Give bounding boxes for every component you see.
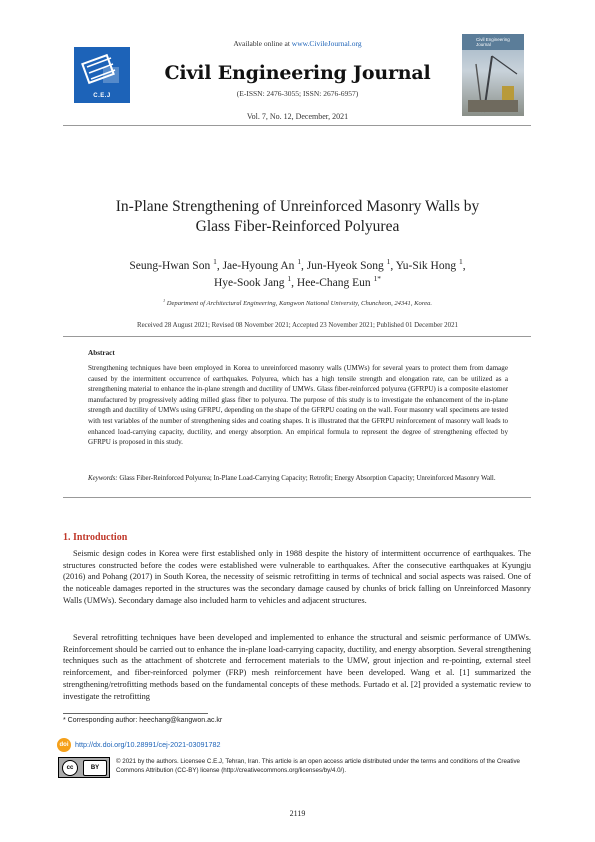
- keywords-label: Keywords:: [88, 475, 118, 482]
- footnote-rule: [63, 713, 208, 714]
- author-affil-mark: 1: [287, 274, 292, 284]
- issn-line: (E-ISSN: 2476-3055; ISSN: 2676-6957): [236, 89, 359, 98]
- volume-line: Vol. 7, No. 12, December, 2021: [246, 112, 349, 121]
- logo-text: C.E.J: [93, 93, 111, 99]
- abstract-bottom-divider: [63, 497, 531, 498]
- journal-website-link[interactable]: www.CivileJournal.org: [291, 39, 362, 48]
- abstract-heading: Abstract: [88, 349, 115, 357]
- author-separator: ,: [291, 277, 297, 289]
- doi-link[interactable]: http://dx.doi.org/10.28991/cej-2021-03091782: [75, 740, 221, 749]
- affiliation-text: Department of Architectural Engineering, Kangwon National University, Chuncheon, 24341, Korea.: [165, 300, 433, 307]
- journal-cover-image: [462, 34, 524, 116]
- journal-title: Civil Engineering Journal: [164, 62, 431, 84]
- logo-emblem-icon: [81, 53, 123, 89]
- publication-dates: Received 28 August 2021; Revised 08 November 2021; Accepted 23 November 2021; Published 01 December 2021: [137, 322, 458, 329]
- license-text: © 2021 by the authors. Licensee C.E.J, Tehran, Iran. This article is an open access article distributed under the terms and conditions of the Creative Commons Attribution (CC-BY) license (http://creativecommons.org/licenses/by/4.0/).: [116, 758, 520, 774]
- cc-icon: cc: [62, 760, 78, 776]
- author-affil-mark: 1: [213, 257, 217, 267]
- corresponding-author: * Corresponding author: heechang@kangwon.ac.kr: [63, 717, 223, 724]
- keywords: [88, 474, 508, 484]
- author-affil-mark: 1*: [373, 274, 382, 284]
- body-paragraph-2: Several retrofitting techniques have been developed and implemented to enhance the structural and seismic performance of UMWs. Reinforcement should be carried out to enhance the in-plane load-carrying capacity, ductility, and energy absorption. Several strengthening techniques such as the attachment of shotcrete and ferrocement materials to the UMW, grout injection and re-pointing, external steel reinforcement, and fiber-reinforced polymer (FRP) mesh reinforcement have been developed. Wang et al. [1] summarized the strengthening/retrofitting methods based on the fundamental concepts of these methods. Furtado et al. [2] provided a systematic review to investigate the retrofitting: [63, 633, 531, 701]
- author-separator: ,: [301, 260, 307, 272]
- author-name: Jun-Hyeok Song: [306, 260, 387, 272]
- author-separator: ,: [390, 260, 396, 272]
- author-name: Seung-Hwan Son: [129, 260, 214, 272]
- title-line-1: In-Plane Strengthening of Unreinforced Masonry Walls by: [115, 198, 480, 215]
- article-title: [80, 197, 515, 237]
- abstract-top-divider: [63, 336, 531, 337]
- abstract-text: Strengthening techniques have been employed in Korea to unreinforced masonry walls (UMWs) for several years to protect them from damage caused by the intermittent occurrence of earthquakes. Polyurea, which has a high tensile strength and elongation rate, can be utilized as a strengthening material to enhance the in-plane strength and ductility of UMWs. Glass fiber-reinforced polyurea (GFRPU) is a composite elastomer manufactured by progressively adding milled glass fiber to polyurea. The purpose of this study is to investigate the enhancement of the in-plane strength and ductility of UMWs using GFRPU, depending on the shape of the GFRPU coating on the wall. Four masonry wall specimens are tested with test variables of the number of strengthening sides and coating shapes. It is illustrated that the GFRPU reinforcement of masonry wall leads to enhanced load-carrying capacity, ductility, and energy absorption. An empirical formula to represent the degree of strengthening effected by GFRPU is proposed in this study.: [88, 364, 508, 447]
- page-number: 2119: [289, 809, 306, 818]
- authors-line-2: [80, 275, 515, 292]
- affiliation: [80, 297, 515, 307]
- author-affil-mark: 1: [386, 257, 391, 267]
- author-name: Hee-Chang Eun: [296, 277, 374, 289]
- by-icon: BY: [83, 760, 107, 776]
- author-affil-mark: 1: [297, 257, 302, 267]
- doi-icon: doi: [57, 738, 71, 752]
- affiliation-mark: 1: [162, 297, 166, 303]
- author-affil-mark: 1: [459, 257, 463, 267]
- author-name: Yu-Sik Hong: [395, 260, 459, 272]
- author-list: [80, 258, 515, 292]
- available-prefix: Available online at: [233, 39, 292, 48]
- title-line-2: Glass Fiber-Reinforced Polyurea: [195, 218, 400, 235]
- header-divider: [63, 125, 531, 126]
- keywords-list: Glass Fiber-Reinforced Polyurea; In-Plane Load-Carrying Capacity; Retrofit; Energy Absorption Capacity; Unreinforced Masonry Wall.: [117, 475, 496, 482]
- authors-line-1: [80, 258, 515, 275]
- crane-image-icon: [462, 34, 524, 116]
- author-name: Jae-Hyoung An: [222, 260, 298, 272]
- journal-logo: [74, 47, 130, 103]
- author-name: Hye-Sook Jang: [213, 277, 288, 289]
- section-heading: 1. Introduction: [63, 532, 128, 543]
- cover-title: Civil Engineering Journal: [476, 37, 510, 47]
- cc-by-license-badge[interactable]: [58, 757, 110, 778]
- author-separator: ,: [216, 260, 223, 272]
- author-separator: ,: [462, 260, 466, 272]
- body-paragraph-1: Seismic design codes in Korea were first established only in 1988 despite the history of intermittent occurrence of earthquakes. The structures constructed before the codes were established were vulnerable to earthquakes. After the consecutive earthquakes at Kyungju (2016) and Pohang (2017) in South Korea, the necessity of seismic retrofitting in terms of technical and social aspects was raised. One of the noticeable damages reported in the structures was the secondary damage caused by chunks of brick falling on Unreinforced Masonry Walls (UMWs). Secondary damage also included harm to vehicles and adjacent structures.: [63, 549, 531, 605]
